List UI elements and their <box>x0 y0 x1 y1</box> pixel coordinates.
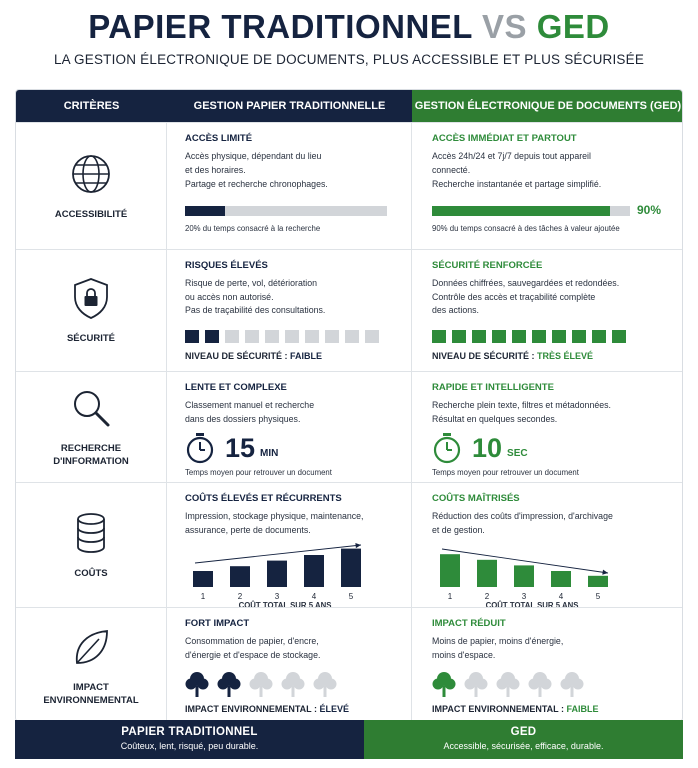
cost-tick-label: 2 <box>237 592 243 601</box>
tree-icon <box>496 670 520 698</box>
ged-security-level <box>432 351 674 361</box>
cost-tick-label: 3 <box>274 592 280 601</box>
paper-progress-bar <box>185 206 387 216</box>
paper-cost-caption: COÛT TOTAL SUR 5 ANS <box>238 601 332 610</box>
footer-ged <box>364 720 683 759</box>
paper-accessibility <box>167 123 412 249</box>
row-search <box>16 371 683 482</box>
paper-costs <box>167 483 412 610</box>
ged-caption: 90% du temps consacré à des tâches à valeur ajoutée <box>432 223 620 233</box>
criterion-label-2: D'INFORMATION <box>53 456 129 467</box>
tree-icon <box>432 670 456 698</box>
globe-icon <box>69 152 113 196</box>
tree-icon <box>464 670 488 698</box>
paper-text: Pas de traçabilité des consultations. <box>185 305 326 315</box>
ged-costs <box>412 483 683 610</box>
ged-accessibility <box>412 123 683 249</box>
cost-tick-label: 4 <box>311 592 317 601</box>
row-environment <box>16 607 683 722</box>
cost-bar <box>440 554 460 587</box>
ged-cost-caption: COÛT TOTAL SUR 5 ANS <box>485 601 579 610</box>
level-value: ÉLEVÉ <box>319 704 350 714</box>
title-paper: PAPIER TRADITIONNEL <box>88 8 473 45</box>
level-value: FAIBLE <box>290 350 323 361</box>
paper-text: et des horaires. <box>185 164 246 175</box>
ged-text: et de gestion. <box>432 524 485 535</box>
tree-icon <box>560 670 584 698</box>
row-accessibility <box>16 122 683 249</box>
ged-text: moins d'espace. <box>432 649 496 660</box>
paper-search <box>167 372 412 482</box>
level-label: IMPACT ENVIRONNEMENTAL : <box>432 704 564 714</box>
cost-bar <box>193 571 213 587</box>
ged-environment <box>412 608 683 722</box>
criterion-label: COÛTS <box>74 567 108 579</box>
paper-text: d'énergie et d'espace de stockage. <box>185 649 321 660</box>
security-block <box>325 330 339 343</box>
ged-text: Données chiffrées, sauvegardées et redondées. <box>432 278 620 288</box>
cost-tick-label: 5 <box>595 592 601 601</box>
ged-caption: Temps moyen pour retrouver un document <box>432 468 579 477</box>
criterion-label-2: ENVIRONNEMENTAL <box>43 694 139 706</box>
security-block <box>472 330 486 343</box>
ged-text: Moins de papier, moins d'énergie, <box>432 636 564 646</box>
ged-text: des actions. <box>432 305 479 315</box>
ged-progress-bar <box>432 206 630 216</box>
footer-ged-title: GED <box>510 726 537 738</box>
paper-cost-chart <box>185 541 385 601</box>
criterion-label-1: RECHERCHE <box>60 443 122 454</box>
security-block <box>572 330 586 343</box>
security-block <box>492 330 506 343</box>
tree-icon <box>528 670 552 698</box>
criterion-security <box>16 250 167 371</box>
row-security <box>16 249 683 371</box>
security-block <box>225 330 239 343</box>
security-block <box>285 330 299 343</box>
ged-text: Réduction des coûts d'impression, d'archivage <box>432 511 613 521</box>
cost-bar <box>267 561 287 587</box>
cost-tick-label: 5 <box>348 592 354 601</box>
magnifier-icon <box>69 386 113 430</box>
paper-heading: LENTE ET COMPLEXE <box>185 382 287 393</box>
ged-progress-wrap <box>432 202 674 218</box>
footer-paper <box>15 720 364 759</box>
ged-text: Résultat en quelques secondes. <box>432 413 558 424</box>
comparison-table <box>15 89 683 722</box>
criterion-environment <box>16 608 167 722</box>
paper-time-unit: MIN <box>260 447 279 459</box>
ged-security-meter <box>432 330 674 343</box>
criterion-label-1: IMPACT <box>73 681 109 693</box>
ged-text: Recherche plein texte, filtres et métadonnées. <box>432 400 611 410</box>
tree-icon <box>281 670 305 698</box>
ged-time-value: 10 <box>472 432 503 463</box>
paper-tree-meter <box>185 670 401 698</box>
level-value: FAIBLE <box>566 704 599 714</box>
ged-text: Recherche instantanée et partage simplifié. <box>432 179 602 189</box>
tree-icon <box>185 670 209 698</box>
footer-paper-title: PAPIER TRADITIONNEL <box>121 726 258 738</box>
ged-heading: COÛTS MAÎTRISÉS <box>432 493 520 504</box>
paper-text: Impression, stockage physique, maintenance, <box>185 511 364 521</box>
row-costs <box>16 482 683 610</box>
security-block <box>205 330 219 343</box>
paper-text: Classement manuel et recherche <box>185 400 315 410</box>
trend-arrow-head <box>602 570 608 575</box>
level-label: IMPACT ENVIRONNEMENTAL : <box>185 704 317 714</box>
cost-bar <box>341 549 361 587</box>
trend-arrow-head <box>355 543 361 548</box>
paper-heading: ACCÈS LIMITÉ <box>185 133 253 144</box>
security-block <box>532 330 546 343</box>
database-icon <box>69 511 113 555</box>
stopwatch-icon <box>185 432 215 464</box>
criterion-label: SÉCURITÉ <box>66 333 116 344</box>
column-header-criteria: CRITÈRES <box>16 90 167 122</box>
paper-timer <box>185 432 401 464</box>
ged-timer <box>432 432 674 464</box>
criterion-search <box>16 372 167 482</box>
cost-tick-label: 1 <box>447 592 453 601</box>
footer-ged-subtitle: Accessible, sécurisée, efficace, durable. <box>443 741 604 751</box>
cost-tick-label: 1 <box>200 592 206 601</box>
cost-tick-label: 3 <box>521 592 527 601</box>
ged-security <box>412 250 683 371</box>
ged-cost-chart <box>432 541 632 601</box>
tree-icon <box>217 670 241 698</box>
paper-heading: COÛTS ÉLEVÉS ET RÉCURRENTS <box>185 493 342 504</box>
tree-icon <box>249 670 273 698</box>
page-subtitle: LA GESTION ÉLECTRONIQUE DE DOCUMENTS, PLUS ACCESSIBLE ET PLUS SÉCURISÉE <box>53 52 645 67</box>
ged-text: Contrôle des accès et traçabilité complète <box>432 291 596 302</box>
paper-text: dans des dossiers physiques. <box>185 413 301 424</box>
cost-bar <box>477 560 497 587</box>
cost-bar <box>551 571 571 587</box>
paper-heading: FORT IMPACT <box>185 618 250 629</box>
security-block <box>612 330 626 343</box>
ged-percent-label: 90% <box>637 202 662 217</box>
criterion-costs <box>16 483 167 607</box>
paper-security <box>167 250 412 371</box>
paper-text: assurance, perte de documents. <box>185 524 311 535</box>
security-block <box>185 330 199 343</box>
security-block <box>245 330 259 343</box>
cost-bar <box>230 566 250 587</box>
paper-env-level <box>185 704 401 714</box>
paper-text: ou accès non autorisé. <box>185 291 274 302</box>
cost-tick-label: 4 <box>558 592 564 601</box>
security-block <box>265 330 279 343</box>
paper-heading: RISQUES ÉLEVÉS <box>185 260 268 271</box>
tree-icon <box>313 670 337 698</box>
cost-bar <box>514 565 534 587</box>
security-block <box>552 330 566 343</box>
leaf-icon <box>69 625 113 669</box>
cost-bar <box>588 576 608 587</box>
ged-time-unit: SEC <box>507 447 528 459</box>
level-label: NIVEAU DE SÉCURITÉ : <box>432 350 535 361</box>
ged-text: Accès 24h/24 et 7j/7 depuis tout appareil <box>432 151 591 161</box>
shield-lock-icon <box>69 276 113 320</box>
security-block <box>365 330 379 343</box>
level-value: TRÈS ÉLEVÉ <box>537 350 594 361</box>
security-block <box>432 330 446 343</box>
paper-security-meter <box>185 330 401 343</box>
cost-bar <box>304 555 324 587</box>
ged-heading: SÉCURITÉ RENFORCÉE <box>432 260 543 271</box>
title-ged: GED <box>536 8 610 45</box>
security-block <box>512 330 526 343</box>
page-title <box>0 8 698 46</box>
paper-text: Accès physique, dépendant du lieu <box>185 151 322 161</box>
title-vs: VS <box>482 8 528 45</box>
paper-text: Partage et recherche chronophages. <box>185 179 328 189</box>
criterion-accessibility <box>16 123 167 249</box>
cost-tick-label: 2 <box>484 592 490 601</box>
trend-arrow <box>195 545 361 563</box>
security-block <box>452 330 466 343</box>
security-block <box>305 330 319 343</box>
security-block <box>592 330 606 343</box>
paper-text: Risque de perte, vol, détérioration <box>185 278 318 288</box>
ged-progress-fill <box>432 206 610 216</box>
criterion-label: ACCESSIBILITÉ <box>54 208 128 220</box>
ged-text: connecté. <box>432 164 471 175</box>
ged-search <box>412 372 683 482</box>
paper-caption: 20% du temps consacré à la recherche <box>185 223 321 233</box>
stopwatch-icon <box>432 432 462 464</box>
column-header-paper: GESTION PAPIER TRADITIONNELLE <box>167 90 412 122</box>
paper-time-value: 15 <box>225 432 256 463</box>
ged-env-level <box>432 704 674 714</box>
ged-heading: IMPACT RÉDUIT <box>432 618 506 629</box>
column-header-ged: GESTION ÉLECTRONIQUE DE DOCUMENTS (GED) <box>412 90 683 122</box>
paper-progress-fill <box>185 206 225 216</box>
paper-security-level <box>185 351 401 361</box>
paper-caption: Temps moyen pour retrouver un document <box>185 468 332 477</box>
footer-paper-subtitle: Coûteux, lent, risqué, peu durable. <box>120 741 259 751</box>
ged-heading: RAPIDE ET INTELLIGENTE <box>432 382 554 393</box>
paper-text: Consommation de papier, d'encre, <box>185 636 319 646</box>
level-label: NIVEAU DE SÉCURITÉ : <box>185 350 288 361</box>
ged-heading: ACCÈS IMMÉDIAT ET PARTOUT <box>432 133 577 144</box>
security-block <box>345 330 359 343</box>
paper-environment <box>167 608 412 722</box>
ged-tree-meter <box>432 670 674 698</box>
